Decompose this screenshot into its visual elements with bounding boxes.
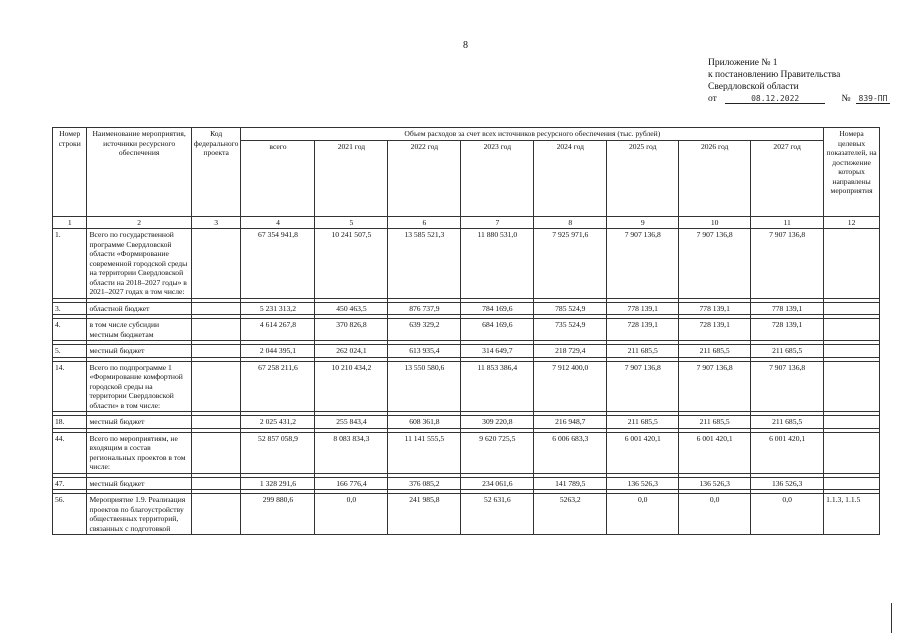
row-total: 2 044 395,1 [241,345,315,358]
row-name: Всего по подпрограмме 1 «Формирование комфортной городской среды на территории Свердловской области» в том числе: [87,361,191,412]
row-2027: 6 001 420,1 [751,432,824,473]
row-2023: 11 880 531,0 [461,229,534,299]
row-2023: 11 853 386,4 [461,361,534,412]
row-number: 56. [53,494,87,535]
row-2027: 728 139,1 [751,319,824,341]
row-2026: 211 685,5 [679,416,751,429]
row-number: 1. [53,229,87,299]
row-2023: 52 631,6 [461,494,534,535]
row-number: 18. [53,416,87,429]
row-2025: 136 526,3 [607,477,679,490]
header-volume: Объем расходов за счет всех источников ресурсного обеспечения (тыс. рублей) [241,128,824,141]
row-2025: 0,0 [607,494,679,535]
row-2024: 5263,2 [534,494,607,535]
row-2021: 8 083 834,3 [315,432,388,473]
row-2022: 11 141 555,5 [388,432,461,473]
row-2023: 684 169,6 [461,319,534,341]
row-2026: 0,0 [679,494,751,535]
row-2021: 255 843,4 [315,416,388,429]
row-total: 1 328 291,6 [241,477,315,490]
table-row [53,477,880,490]
row-2021: 10 210 434,2 [315,361,388,412]
row-federal-code [191,361,241,412]
row-name: местный бюджет [87,416,191,429]
column-number: 6 [388,216,461,229]
row-number: 3. [53,302,87,315]
table-row [53,432,880,473]
header-row-number: Номер строки [53,128,87,217]
row-2023: 784 169,6 [461,302,534,315]
row-targets [824,477,880,490]
row-name: Всего по мероприятиям, не входящим в состав региональных проектов в том числе: [87,432,191,473]
row-2024: 218 729,4 [534,345,607,358]
column-numbers-row [53,216,880,229]
margin-line [891,603,892,633]
row-2022: 376 085,2 [388,477,461,490]
page-number: 8 [463,40,468,51]
row-2021: 450 463,5 [315,302,388,315]
row-2024: 785 524,9 [534,302,607,315]
row-2025: 7 907 136,8 [607,229,679,299]
row-2023: 9 620 725,5 [461,432,534,473]
header-2026: 2026 год [679,140,751,216]
row-federal-code [191,416,241,429]
row-2025: 211 685,5 [607,416,679,429]
row-number: 14. [53,361,87,412]
row-targets: 1.1.3, 1.1.5 [824,494,880,535]
row-2024: 7 912 400,0 [534,361,607,412]
row-2025: 6 001 420,1 [607,432,679,473]
row-2021: 166 776,4 [315,477,388,490]
row-2027: 778 139,1 [751,302,824,315]
row-federal-code [191,494,241,535]
row-2022: 876 737,9 [388,302,461,315]
row-2025: 7 907 136,8 [607,361,679,412]
row-targets [824,432,880,473]
appendix-line-2: к постановлению Правительства [708,70,841,80]
header-2023: 2023 год [461,140,534,216]
row-2022: 608 361,8 [388,416,461,429]
row-2026: 7 907 136,8 [679,361,751,412]
appendix-header [708,57,890,105]
header-2025: 2025 год [607,140,679,216]
row-total: 52 857 058,9 [241,432,315,473]
row-2026: 136 526,3 [679,477,751,490]
row-total: 5 231 313,2 [241,302,315,315]
row-2024: 735 524,9 [534,319,607,341]
header-2022: 2022 год [388,140,461,216]
row-total: 299 880,6 [241,494,315,535]
row-2025: 728 139,1 [607,319,679,341]
row-2022: 613 935,4 [388,345,461,358]
row-number: 47. [53,477,87,490]
row-total: 67 354 941,8 [241,229,315,299]
row-2027: 7 907 136,8 [751,229,824,299]
column-number: 12 [824,216,880,229]
column-number: 9 [607,216,679,229]
row-2021: 10 241 507,5 [315,229,388,299]
column-number: 5 [315,216,388,229]
row-number: 44. [53,432,87,473]
row-2022: 241 985,8 [388,494,461,535]
row-number: 5. [53,345,87,358]
table-row [53,416,880,429]
column-number: 8 [534,216,607,229]
row-total: 4 614 267,8 [241,319,315,341]
column-number: 7 [461,216,534,229]
expenditure-table [52,127,880,535]
row-federal-code [191,229,241,299]
row-2024: 7 925 971,6 [534,229,607,299]
row-federal-code [191,432,241,473]
table-row [53,345,880,358]
row-total: 67 258 211,6 [241,361,315,412]
row-2026: 728 139,1 [679,319,751,341]
row-2023: 309 220,8 [461,416,534,429]
column-number: 11 [751,216,824,229]
row-2022: 13 585 521,3 [388,229,461,299]
row-2024: 6 006 683,3 [534,432,607,473]
row-federal-code [191,477,241,490]
row-2023: 234 061,6 [461,477,534,490]
column-number: 10 [679,216,751,229]
row-2021: 0,0 [315,494,388,535]
table-row [53,361,880,412]
row-2027: 211 685,5 [751,416,824,429]
row-2022: 639 329,2 [388,319,461,341]
row-federal-code [191,345,241,358]
row-2024: 141 789,5 [534,477,607,490]
row-2027: 0,0 [751,494,824,535]
row-federal-code [191,302,241,315]
row-name: местный бюджет [87,477,191,490]
header-name: Наименование мероприятия, источники ресурсного обеспечения [87,128,191,217]
decree-date: 08.12.2022 [725,94,825,104]
header-federal-code: Код федерального проекта [191,128,241,217]
row-2026: 6 001 420,1 [679,432,751,473]
from-label: от [708,94,717,104]
row-targets [824,361,880,412]
column-number: 1 [53,216,87,229]
row-2025: 211 685,5 [607,345,679,358]
number-label: № [841,94,851,104]
row-2024: 216 948,7 [534,416,607,429]
row-2027: 7 907 136,8 [751,361,824,412]
row-2021: 262 024,1 [315,345,388,358]
row-name: местный бюджет [87,345,191,358]
row-2026: 211 685,5 [679,345,751,358]
row-targets [824,302,880,315]
row-targets [824,345,880,358]
table-row [53,319,880,341]
header-2027: 2027 год [751,140,824,216]
row-2022: 13 550 580,6 [388,361,461,412]
decree-number: 839-ПП [856,94,890,104]
row-federal-code [191,319,241,341]
row-2023: 314 649,7 [461,345,534,358]
row-targets [824,229,880,299]
row-2027: 211 685,5 [751,345,824,358]
row-name: Всего по государственной программе Свердловской области «Формирование современной городской среды на территории Свердловской области на 2018–2027 годы» в 2021–2027 годах в том числе: [87,229,191,299]
row-name: Мероприятие 1.9. Реализация проектов по благоустройству общественных территорий, связанных с подготовкой [87,494,191,535]
table-row [53,302,880,315]
appendix-line-3: Свердловской области [708,82,799,92]
header-2021: 2021 год [315,140,388,216]
table-row [53,494,880,535]
row-2027: 136 526,3 [751,477,824,490]
row-2026: 7 907 136,8 [679,229,751,299]
header-total: всего [241,140,315,216]
header-targets: Номера целевых показателей, на достижение которых направлены мероприятия [824,128,880,217]
column-number: 3 [191,216,241,229]
column-number: 2 [87,216,191,229]
row-2021: 370 826,8 [315,319,388,341]
column-number: 4 [241,216,315,229]
row-targets [824,319,880,341]
row-2025: 778 139,1 [607,302,679,315]
row-targets [824,416,880,429]
row-total: 2 025 431,2 [241,416,315,429]
row-2026: 778 139,1 [679,302,751,315]
appendix-date-line [708,93,890,105]
table-row [53,229,880,299]
header-2024: 2024 год [534,140,607,216]
appendix-title: Приложение № 1 [708,58,778,68]
row-name: в том числе субсидии местным бюджетам [87,319,191,341]
row-name: областной бюджет [87,302,191,315]
row-number: 4. [53,319,87,341]
